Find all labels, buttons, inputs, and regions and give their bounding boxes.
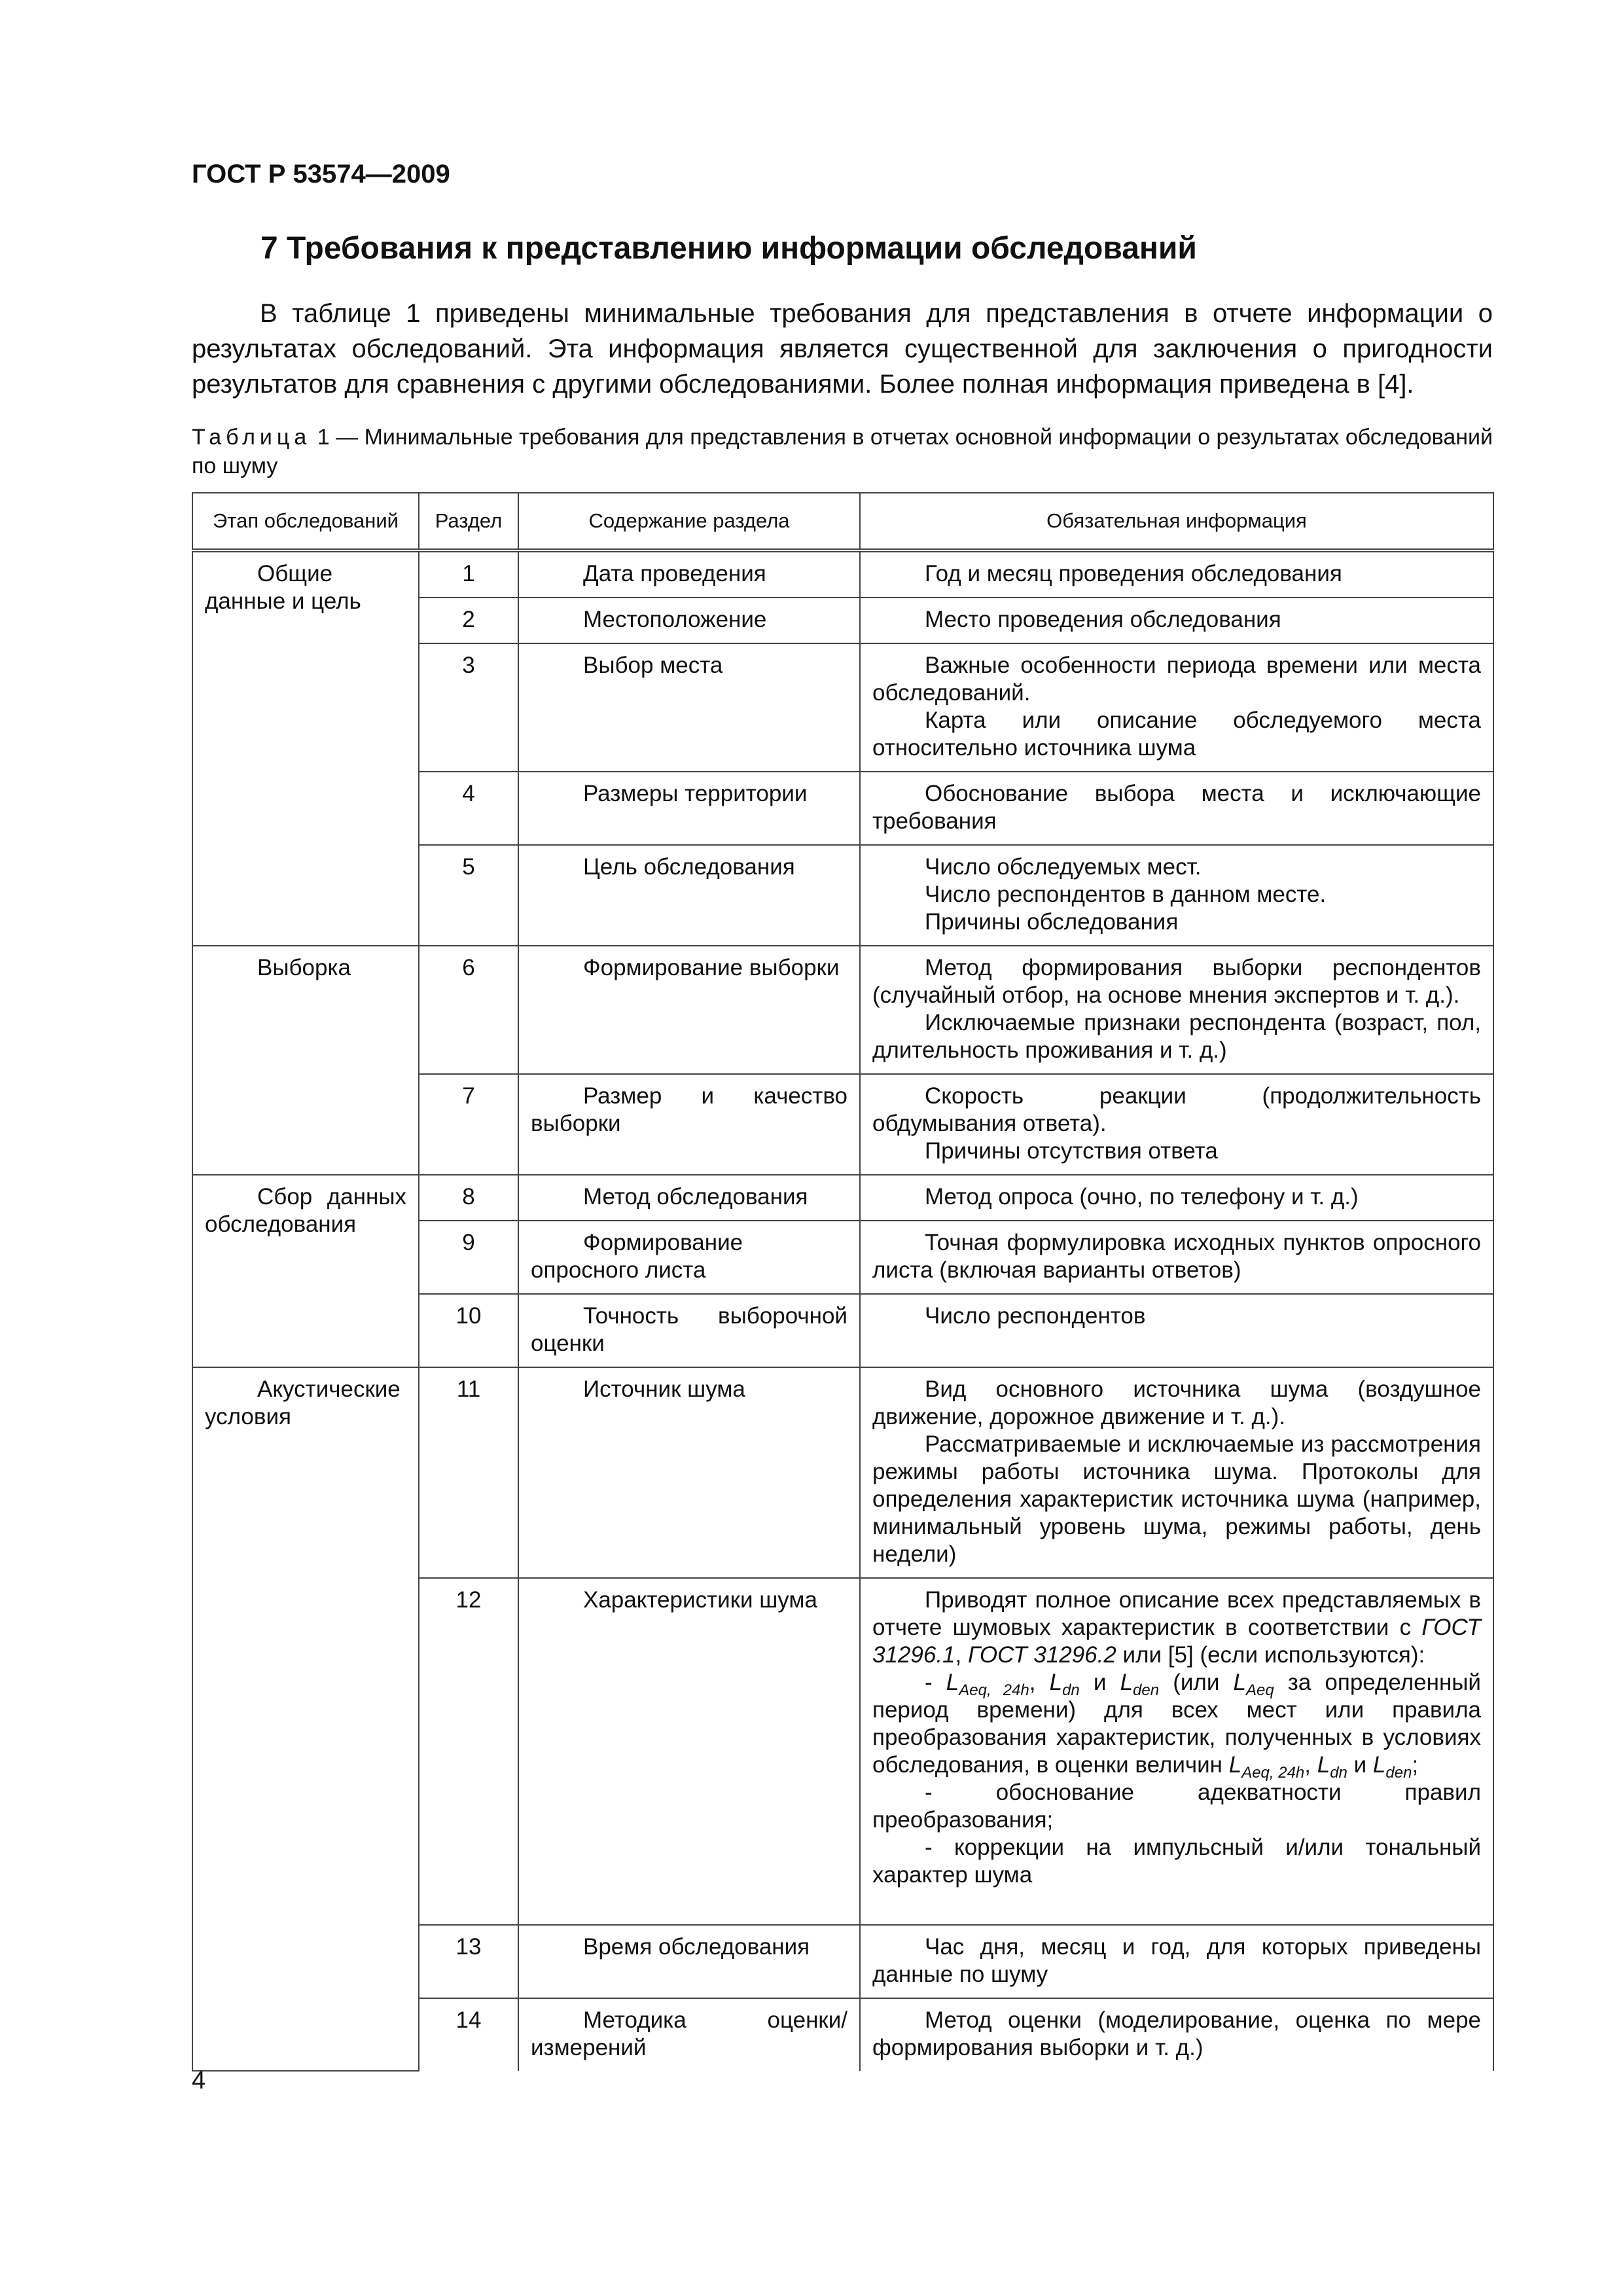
section-title-cell: Размеры территории xyxy=(518,772,860,845)
info-text: ; xyxy=(1412,1752,1419,1778)
standard-reference: ГОСТ 31296.1 xyxy=(872,1615,1481,1668)
header-required-info: Обязательная информация xyxy=(860,493,1493,550)
section-number: 1 xyxy=(419,550,518,598)
section-number: 14 xyxy=(419,1998,518,2071)
info-text: за определенный период времени) для всех мест или правила преобразования характеристик, полученных в условиях обследования, в оценки величин xyxy=(872,1670,1481,1778)
symbol-l: L xyxy=(946,1670,959,1695)
info-text: - xyxy=(925,1670,946,1695)
info-text: и xyxy=(1347,1752,1373,1778)
symbol-subscript: Aeq xyxy=(1245,1681,1274,1699)
info-line: Метод формирования выборки респондентов (случайный отбор, на основе мнения экспертов и т. д.). xyxy=(872,955,1481,1008)
section-number: 8 xyxy=(419,1175,518,1221)
requirements-table xyxy=(192,492,1494,2072)
info-line: Причины отсутствия ответа xyxy=(925,1138,1218,1164)
page-number: 4 xyxy=(192,2067,206,2094)
info-cell xyxy=(860,1221,1493,1294)
table-caption xyxy=(192,423,1493,480)
table-row xyxy=(192,1367,1493,1578)
standard-reference: ГОСТ 31296.2 xyxy=(967,1642,1116,1668)
info-cell xyxy=(860,772,1493,845)
info-cell xyxy=(860,643,1493,772)
section-title-cell: Время обследования xyxy=(518,1925,860,1998)
table-row xyxy=(192,1175,1493,1221)
symbol-l: L xyxy=(1372,1752,1386,1778)
symbol-l: L xyxy=(1317,1752,1330,1778)
symbol-l: L xyxy=(1233,1670,1246,1695)
info-line: Число респондентов xyxy=(925,1303,1146,1329)
section-title-cell: Местоположение xyxy=(518,598,860,643)
info-line: Обоснование выбора места и исключающие требования xyxy=(872,781,1481,834)
symbol-subscript: dn xyxy=(1330,1764,1347,1782)
symbol-subscript: Aeq, 24h xyxy=(1241,1764,1305,1782)
info-text: , xyxy=(955,1642,968,1668)
symbol-l: L xyxy=(1049,1670,1063,1695)
table-caption-lead: Таблица xyxy=(192,425,312,450)
section-number: 4 xyxy=(419,772,518,845)
section-number: 6 xyxy=(419,946,518,1074)
section-title-cell: Метод обследования xyxy=(518,1175,860,1221)
table-row xyxy=(192,946,1493,1074)
info-cell xyxy=(860,845,1493,946)
section-number: 11 xyxy=(419,1367,518,1578)
info-line: Место проведения обследования xyxy=(925,607,1281,632)
info-line: Рассматриваемые и исключаемые из рассмотрения режимы работы источника шума. Протоколы для определения характеристик источника шума (например, минимальный уровень шума, режимы работы, день недели) xyxy=(872,1431,1481,1567)
info-line: Точная формулировка исходных пунктов опросного листа (включая варианты ответов) xyxy=(872,1230,1481,1283)
info-line: Метод опроса (очно, по телефону и т. д.) xyxy=(925,1184,1359,1210)
info-line xyxy=(872,1669,1481,1782)
stage-cell: Акустические условия xyxy=(192,1367,419,2071)
intro-paragraph: В таблице 1 приведены минимальные требования для представления в отчете информации о результатах обследований. Эта информация является существенной для заключения о пригодности результатов для сравнения с другими обследованиями. Более полная информация приведена в [4]. xyxy=(192,299,1493,399)
table-header-row xyxy=(192,493,1493,550)
symbol-subscript: den xyxy=(1385,1764,1412,1782)
header-section: Раздел xyxy=(419,493,518,550)
section-title-cell: Точность выборочной оценки xyxy=(518,1294,860,1367)
section-title: 7 Требования к представлению информации обследований xyxy=(260,231,1197,266)
section-title-cell: Формирование выборки xyxy=(518,946,860,1074)
symbol-l: L xyxy=(1228,1752,1242,1778)
section-title-cell: Цель обследования xyxy=(518,845,860,946)
section-title-cell: Размер и качество выборки xyxy=(518,1074,860,1175)
section-title-cell: Выбор места xyxy=(518,643,860,772)
stage-cell: Выборка xyxy=(192,946,419,1175)
info-text: , xyxy=(1029,1670,1050,1695)
symbol-l: L xyxy=(1120,1670,1133,1695)
info-cell xyxy=(860,1074,1493,1175)
symbol-subscript: dn xyxy=(1062,1681,1080,1699)
info-line: Число респондентов в данном месте. xyxy=(925,882,1327,907)
section-number: 13 xyxy=(419,1925,518,1998)
table-row xyxy=(192,550,1493,598)
info-line: Год и месяц проведения обследования xyxy=(925,561,1342,586)
info-line: Важные особенности периода времени или места обследований. xyxy=(872,653,1481,706)
info-line: Вид основного источника шума (воздушное движение, дорожное движение и т. д.). xyxy=(872,1376,1481,1429)
section-title-cell: Дата проведения xyxy=(518,550,860,598)
info-line: Метод оценки (моделирование, оценка по мере формирования выборки и т. д.) xyxy=(872,2007,1481,2060)
info-cell xyxy=(860,598,1493,643)
section-number: 9 xyxy=(419,1221,518,1294)
info-line: Число обследуемых мест. xyxy=(925,854,1202,880)
info-cell xyxy=(860,1175,1493,1221)
info-text: , xyxy=(1304,1752,1317,1778)
info-line: Карта или описание обследуемого места относительно источника шума xyxy=(872,708,1481,761)
symbol-subscript: den xyxy=(1133,1681,1160,1699)
info-cell xyxy=(860,1925,1493,1998)
info-cell xyxy=(860,550,1493,598)
info-line: Час дня, месяц и год, для которых приведены данные по шуму xyxy=(872,1934,1481,1987)
stage-cell: Общие данные и цель xyxy=(192,550,419,946)
info-cell xyxy=(860,946,1493,1074)
info-cell xyxy=(860,1294,1493,1367)
document-code: ГОСТ Р 53574—2009 xyxy=(192,160,450,188)
section-number: 12 xyxy=(419,1578,518,1925)
section-title-cell: Характеристики шума xyxy=(518,1578,860,1925)
info-cell xyxy=(860,1367,1493,1578)
info-cell xyxy=(860,1998,1493,2071)
section-title-cell: Источник шума xyxy=(518,1367,860,1578)
info-line: - коррекции на импульсный и/или тональный характер шума xyxy=(872,1835,1481,1888)
section-number: 3 xyxy=(419,643,518,772)
info-text: Приводят полное описание всех представляемых в отчете шумовых характеристик в соответствии с xyxy=(872,1587,1481,1640)
symbol-subscript: Aeq, 24h xyxy=(959,1681,1029,1699)
info-line: - обоснование адекватности правил преобразования; xyxy=(872,1780,1481,1833)
section-title-cell: Формирование опросного листа xyxy=(518,1221,860,1294)
section-title-cell: Методика оценки/измерений xyxy=(518,1998,860,2071)
info-text: (или xyxy=(1159,1670,1234,1695)
stage-cell: Сбор данных обследования xyxy=(192,1175,419,1367)
info-line: Исключаемые признаки респондента (возраст, пол, длительность проживания и т. д.) xyxy=(872,1010,1481,1063)
section-number: 2 xyxy=(419,598,518,643)
table-caption-text: 1 — Минимальные требования для представления в отчетах основной информации о результатах обследований по шуму xyxy=(192,425,1493,478)
info-cell xyxy=(860,1578,1493,1925)
info-line: Скорость реакции (продолжительность обдумывания ответа). xyxy=(872,1083,1481,1136)
section-number: 10 xyxy=(419,1294,518,1367)
header-stage: Этап обследований xyxy=(192,493,419,550)
info-text: и xyxy=(1079,1670,1120,1695)
info-text: или [5] (если используются): xyxy=(1116,1642,1425,1668)
header-content: Содержание раздела xyxy=(518,493,860,550)
info-line xyxy=(872,1587,1481,1669)
section-number: 7 xyxy=(419,1074,518,1175)
section-number: 5 xyxy=(419,845,518,946)
info-line: Причины обследования xyxy=(925,909,1179,935)
